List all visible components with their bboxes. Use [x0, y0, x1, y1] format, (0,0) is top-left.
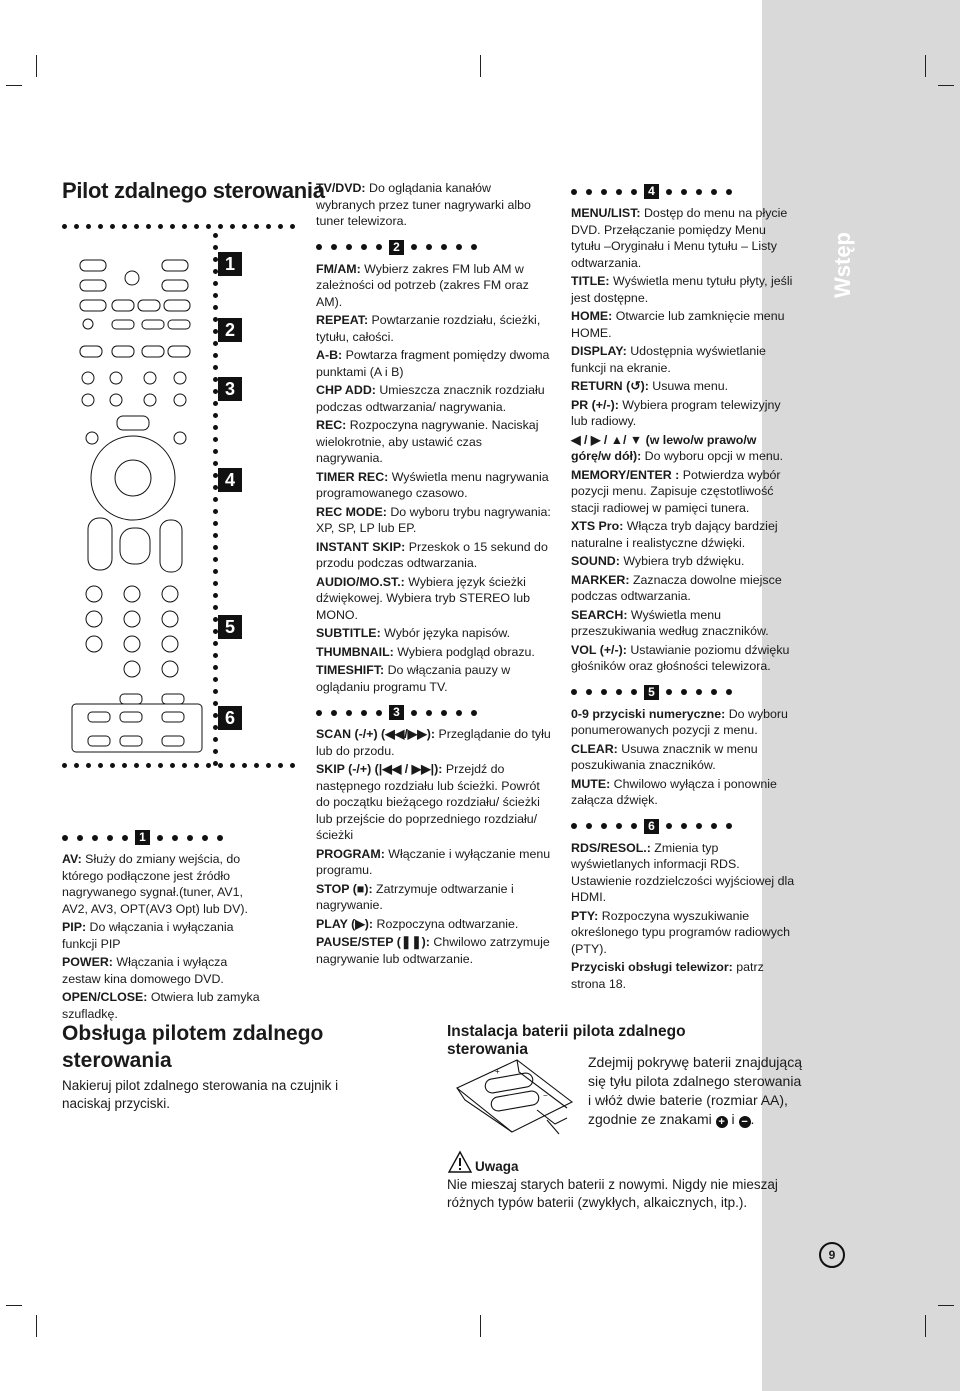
- battery-illustration: [447, 1050, 577, 1150]
- section-header: 4: [571, 184, 796, 199]
- minus-icon: −: [739, 1116, 751, 1128]
- remote-drawing: [62, 228, 210, 758]
- definition-item: FM/AM: Wybierz zakres FM lub AM w zależności od potrzeb (zakres FM oraz AM).: [316, 261, 529, 309]
- remote-illustration: [62, 228, 210, 758]
- crop-mark: [6, 85, 22, 86]
- section-header: 5: [571, 685, 796, 700]
- side-tab-label: Wstęp: [830, 232, 855, 298]
- definition-item: THUMBNAIL: Wybiera podgląd obrazu.: [316, 644, 535, 659]
- remote-section-marker-5: 5: [218, 615, 242, 639]
- definition-item: TIMESHIFT: Do włączania pauzy w oglądaniu programu TV.: [316, 663, 511, 694]
- operation-text: Nakieruj pilot zdalnego sterowania na czujnik i naciskaj przyciski.: [62, 1078, 339, 1111]
- crop-mark: [938, 85, 954, 86]
- battery-title: Instalacja baterii pilota zdalnego sterowania: [447, 1023, 686, 1058]
- definition-item: REC: Rozpoczyna nagrywanie. Naciskaj wielokrotnie, aby ustawić czas nagrywania.: [316, 418, 539, 465]
- page-title: Pilot zdalnego sterowania: [62, 178, 325, 203]
- column-2: [316, 180, 551, 969]
- definition-item: RDS/RESOL.: Zmienia typ wyświetlanych informacji RDS. Ustawienie rozdzielczości wyjściowej dla HDMI.: [571, 840, 795, 904]
- warning-text: Nie mieszaj starych baterii z nowymi. Nigdy nie mieszaj różnych typów baterii (zwykłych, alkaicznych, itp.).: [447, 1177, 778, 1210]
- svg-text:−: −: [543, 1091, 548, 1100]
- definition-item: A-B: Powtarza fragment pomiędzy dwoma punktami (A i B): [316, 348, 550, 379]
- svg-text:+: +: [495, 1067, 500, 1076]
- battery-text: Zdejmij pokrywę baterii znajdującą się tyłu pilota zdalnego sterowania i włóż dwie baterie (rozmiar AA), zgodnie ze znakami + i − .: [588, 1054, 802, 1128]
- definition-item: CHP ADD: Umieszcza znacznik rozdziału podczas odtwarzania/ nagrywania.: [316, 383, 545, 414]
- crop-mark: [925, 55, 926, 77]
- definition-item: PROGRAM: Włączanie i wyłączanie menu programu.: [316, 846, 551, 877]
- definition-item: SCAN (-/+) (◀◀/▶▶): Przeglądanie do tyłu lub do przodu.: [316, 727, 551, 758]
- crop-mark: [480, 1315, 481, 1337]
- definition-item: XTS Pro: Włącza tryb dający bardziej naturalne i realistyczne dźwięki.: [571, 519, 778, 550]
- operation-title: Obsługa pilotem zdalnego sterowania: [62, 1022, 324, 1072]
- definition-item: AV: Służy do zmiany wejścia, do którego podłączone jest źródło nagrywanego sygnał.(tuner, AV1, AV2, AV3, OPT(AV3 Opt) lub DV).: [62, 852, 248, 916]
- definition-item: POWER: Włączania i wyłącza zestaw kina domowego DVD.: [62, 955, 228, 986]
- definition-item: SOUND: Wybiera tryb dźwięku.: [571, 554, 745, 568]
- crop-mark: [36, 55, 37, 77]
- definition-item: DISPLAY: Udostępnia wyświetlanie funkcji na ekranie.: [571, 344, 766, 375]
- remote-section-marker-6: 6: [218, 706, 242, 730]
- warning-icon: [447, 1150, 473, 1174]
- definition-item: CLEAR: Usuwa znacznik w menu poszukiwania znaczników.: [571, 741, 758, 772]
- definition-item: Przyciski obsługi telewizor: patrz strona 18.: [571, 960, 764, 991]
- definition-item: PR (+/-): Wybiera program telewizyjny lub radiowy.: [571, 397, 781, 428]
- section-header: 2: [316, 240, 551, 255]
- crop-mark: [925, 1315, 926, 1337]
- definition-item: MEMORY/ENTER : Potwierdza wybór pozycji menu. Zapisuje częstotliwość stacji radiowej w pamięci tunera.: [571, 467, 781, 515]
- definition-item: HOME: Otwarcie lub zamknięcie menu HOME.: [571, 309, 785, 340]
- page-number: 9: [819, 1242, 845, 1268]
- crop-mark: [938, 1305, 954, 1306]
- remote-section-marker-2: 2: [218, 318, 242, 342]
- definition-item: OPEN/CLOSE: Otwiera lub zamyka szufladkę.: [62, 990, 260, 1021]
- section-1: [62, 826, 267, 1024]
- remote-section-marker-1: 1: [218, 252, 242, 276]
- remote-side-dots: [213, 233, 218, 766]
- crop-mark: [6, 1305, 22, 1306]
- crop-mark: [36, 1315, 37, 1337]
- column-3: [571, 180, 796, 994]
- definition-item: MARKER: Zaznacza dowolne miejsce podczas odtwarzania.: [571, 572, 782, 603]
- plus-icon: +: [716, 1116, 728, 1128]
- definition-item: PTY: Rozpoczyna wyszukiwanie określonego typu programów radiowych (PTY).: [571, 908, 791, 956]
- definition-item: PIP: Do włączania i wyłączania funkcji PIP: [62, 920, 234, 951]
- definition-item: TIMER REC: Wyświetla menu nagrywania programowanego czasowo.: [316, 469, 549, 500]
- remote-bottom-dots: [62, 763, 295, 768]
- definition-item: MUTE: Chwilowo wyłącza i ponownie załącza dźwięk.: [571, 776, 777, 807]
- section-header: 6: [571, 819, 796, 834]
- definition-item: AUDIO/MO.ST.: Wybiera język ścieżki dźwiękowej. Wybiera tryb STEREO lub MONO.: [316, 574, 531, 622]
- definition-item: REPEAT: Powtarzanie rozdziału, ścieżki, tytułu, całości.: [316, 313, 541, 344]
- definition-item: TV/DVD: Do oglądania kanałów wybranych przez tuner nagrywarki albo tuner telewizora.: [316, 181, 531, 228]
- definition-item: REC MODE: Do wyboru trybu nagrywania: XP, SP, LP lub EP.: [316, 504, 551, 535]
- definition-item: MENU/LIST: Dostęp do menu na płycie DVD. Przełączanie pomiędzy Menu tytułu –Oryginału i Menu tytułu – Listy odtwarzania.: [571, 206, 788, 270]
- definition-item: PLAY (▶): Rozpoczyna odtwarzanie.: [316, 916, 519, 931]
- remote-section-marker-3: 3: [218, 377, 242, 401]
- definition-item: INSTANT SKIP: Przeskok o 15 sekund do przodu podczas odtwarzania.: [316, 539, 548, 570]
- remote-section-marker-4: 4: [218, 468, 242, 492]
- definition-item: VOL (+/-): Ustawianie poziomu dźwięku głośników oraz głośności telewizora.: [571, 642, 790, 673]
- definition-item: SEARCH: Wyświetla menu przeszukiwania według znaczników.: [571, 607, 769, 638]
- crop-mark: [480, 55, 481, 77]
- definition-item: SKIP (-/+) (|◀◀ / ▶▶|): Przejdź do następnego rozdziału lub ścieżki. Powrót do początku bieżącego rozdziału/ ścieżki lub przejście do poprzedniego rozdziału/ ścieżki: [316, 762, 540, 842]
- warning-heading: Uwaga: [447, 1150, 519, 1174]
- definition-item: PAUSE/STEP (❚❚): Chwilowo zatrzymuje nagrywanie lub odtwarzanie.: [316, 935, 550, 966]
- definition-item: SUBTITLE: Wybór języka napisów.: [316, 626, 511, 640]
- definition-item: 0-9 przyciski numeryczne: Do wyboru ponumerowanych pozycji z menu.: [571, 706, 788, 737]
- definition-item: TITLE: Wyświetla menu tytułu płyty, jeśli jest dostępne.: [571, 274, 793, 305]
- section-header: 1: [62, 830, 267, 845]
- definition-item: ◀ / ▶ / ▲/ ▼ (w lewo/w prawo/w górę/w dół): Do wyboru opcji w menu.: [571, 432, 784, 463]
- definition-item: RETURN (↺): Usuwa menu.: [571, 379, 729, 393]
- section-header: 3: [316, 705, 551, 720]
- definition-item: STOP (■): Zatrzymuje odtwarzanie i nagrywanie.: [316, 881, 514, 912]
